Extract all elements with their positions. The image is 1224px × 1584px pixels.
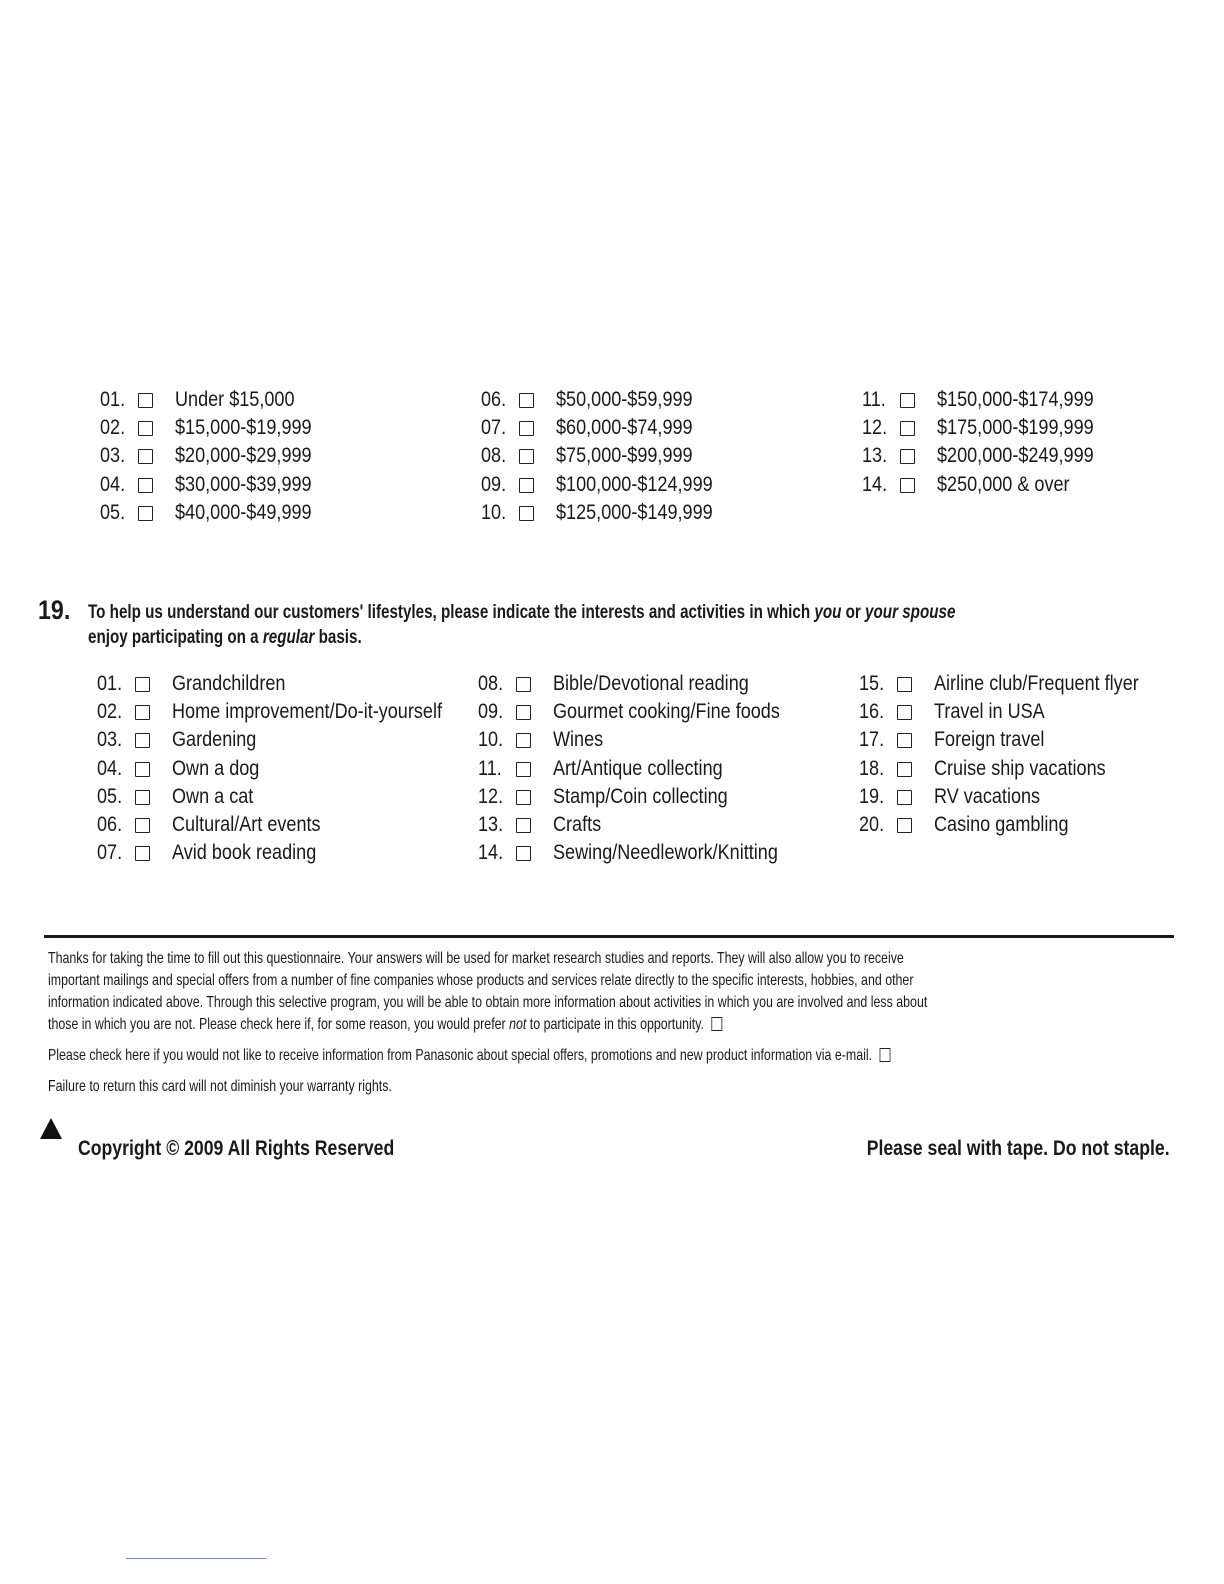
checkbox[interactable] bbox=[135, 790, 150, 805]
thanks-paragraph: Thanks for taking the time to fill out this questionnaire. Your answers will be used for market research studies and reports. They will also allow you to receive important mailings and special offers from a number of fine companies whose products and services relate directly to the specific interests, hobbies, and other information indicated above. Through this selective program, you will be able to obtain more information about activities in which you are involved and less about those in which you are not. Please check here if, for some reason, you would prefer not to participate in this opportunity. bbox=[48, 950, 928, 1033]
item-number: 08. bbox=[478, 672, 504, 695]
item-number: 06. bbox=[97, 812, 123, 836]
item-number: 12. bbox=[862, 416, 888, 440]
item-label: Avid book reading bbox=[172, 841, 317, 865]
item-number: 11. bbox=[862, 388, 886, 411]
item-label: Home improvement/Do-it-yourself bbox=[172, 700, 442, 724]
checkbox[interactable] bbox=[519, 506, 534, 521]
item-label: $60,000-$74,999 bbox=[556, 416, 693, 440]
checkbox[interactable] bbox=[138, 393, 153, 408]
checkbox[interactable] bbox=[519, 393, 534, 408]
item-label: $50,000-$59,999 bbox=[556, 388, 693, 411]
question-text: To help us understand our customers' lifestyles, please indicate the interests and activities in which you or your spouse enjoy participating on a regular basis. bbox=[88, 602, 956, 648]
item-label: $125,000-$149,999 bbox=[556, 500, 713, 524]
item-number: 02. bbox=[100, 416, 126, 440]
checkbox[interactable] bbox=[519, 449, 534, 464]
checkbox[interactable] bbox=[135, 818, 150, 833]
item-label: $40,000-$49,999 bbox=[175, 500, 312, 524]
checkbox[interactable] bbox=[900, 449, 915, 464]
item-label: Own a cat bbox=[172, 784, 254, 808]
item-number: 13. bbox=[478, 812, 504, 836]
item-number: 08. bbox=[481, 444, 507, 468]
item-label: $30,000-$39,999 bbox=[175, 472, 312, 496]
copyright-text: Copyright © 2009 All Rights Reserved bbox=[78, 1137, 395, 1160]
checkbox[interactable] bbox=[900, 478, 915, 493]
item-label: Travel in USA bbox=[934, 700, 1045, 724]
checkbox[interactable] bbox=[135, 762, 150, 777]
item-number: 01. bbox=[97, 672, 123, 695]
item-label: Stamp/Coin collecting bbox=[553, 784, 728, 808]
item-number: 11. bbox=[478, 756, 502, 780]
item-label: RV vacations bbox=[934, 784, 1041, 808]
item-number: 05. bbox=[100, 500, 126, 524]
item-label: Airline club/Frequent flyer bbox=[934, 672, 1139, 695]
item-number: 01. bbox=[100, 388, 126, 411]
checkbox[interactable] bbox=[900, 421, 915, 436]
item-number: 14. bbox=[862, 472, 888, 496]
triangle-icon bbox=[40, 1118, 62, 1139]
checkbox[interactable] bbox=[897, 677, 912, 692]
item-label: Grandchildren bbox=[172, 672, 286, 695]
item-number: 14. bbox=[478, 841, 504, 865]
item-number: 05. bbox=[97, 784, 123, 808]
item-label: Sewing/Needlework/Knitting bbox=[553, 841, 778, 865]
checkbox[interactable] bbox=[897, 818, 912, 833]
item-label: $175,000-$199,999 bbox=[937, 416, 1094, 440]
email-paragraph: Please check here if you would not like to receive information from Panasonic about special offers, promotions and new product information via e-mail. bbox=[48, 1045, 1170, 1067]
checkbox[interactable] bbox=[135, 846, 150, 861]
item-label: Casino gambling bbox=[934, 812, 1069, 836]
item-label: Gardening bbox=[172, 728, 257, 752]
item-number: 03. bbox=[97, 728, 123, 752]
item-number: 09. bbox=[478, 700, 504, 724]
item-label: Foreign travel bbox=[934, 728, 1045, 752]
interests-section bbox=[0, 670, 1224, 870]
item-label: $20,000-$29,999 bbox=[175, 444, 312, 468]
checkbox[interactable] bbox=[897, 790, 912, 805]
item-label: $75,000-$99,999 bbox=[556, 444, 693, 468]
warranty-paragraph: Failure to return this card will not diminish your warranty rights. bbox=[48, 1078, 392, 1095]
item-label: Own a dog bbox=[172, 756, 260, 780]
checkbox[interactable] bbox=[135, 705, 150, 720]
item-label: Cultural/Art events bbox=[172, 812, 321, 836]
checkbox[interactable] bbox=[138, 506, 153, 521]
opt-out-checkbox[interactable] bbox=[712, 1017, 723, 1031]
item-label: Wines bbox=[553, 728, 604, 752]
checkbox[interactable] bbox=[516, 733, 531, 748]
question-number: 19. bbox=[38, 595, 71, 625]
item-number: 20. bbox=[859, 812, 885, 836]
seal-instruction: Please seal with tape. Do not staple. bbox=[867, 1137, 1170, 1160]
item-label: Cruise ship vacations bbox=[934, 756, 1106, 780]
item-number: 19. bbox=[859, 784, 885, 808]
bottom-rule bbox=[126, 1558, 267, 1559]
item-number: 18. bbox=[859, 756, 885, 780]
item-label: $150,000-$174,999 bbox=[937, 388, 1094, 411]
item-number: 10. bbox=[481, 500, 507, 524]
item-number: 04. bbox=[100, 472, 126, 496]
checkbox[interactable] bbox=[135, 677, 150, 692]
item-label: Gourmet cooking/Fine foods bbox=[553, 700, 780, 724]
item-number: 03. bbox=[100, 444, 126, 468]
checkbox[interactable] bbox=[897, 705, 912, 720]
item-number: 12. bbox=[478, 784, 504, 808]
item-number: 17. bbox=[859, 728, 885, 752]
item-label: Crafts bbox=[553, 812, 602, 836]
item-label: Under $15,000 bbox=[175, 388, 295, 411]
item-number: 07. bbox=[97, 841, 123, 865]
checkbox[interactable] bbox=[516, 790, 531, 805]
income-section bbox=[0, 386, 1224, 536]
checkbox[interactable] bbox=[519, 478, 534, 493]
checkbox[interactable] bbox=[138, 449, 153, 464]
email-opt-out-checkbox[interactable] bbox=[880, 1048, 891, 1062]
item-number: 15. bbox=[859, 672, 885, 695]
item-number: 06. bbox=[481, 388, 507, 411]
checkbox[interactable] bbox=[900, 393, 915, 408]
item-number: 09. bbox=[481, 472, 507, 496]
item-label: $250,000 & over bbox=[937, 472, 1070, 496]
item-number: 10. bbox=[478, 728, 504, 752]
checkbox[interactable] bbox=[135, 733, 150, 748]
item-number: 13. bbox=[862, 444, 888, 468]
checkbox[interactable] bbox=[516, 705, 531, 720]
item-number: 02. bbox=[97, 700, 123, 724]
checkbox[interactable] bbox=[138, 421, 153, 436]
checkbox[interactable] bbox=[516, 818, 531, 833]
checkbox[interactable] bbox=[897, 762, 912, 777]
item-label: $100,000-$124,999 bbox=[556, 472, 713, 496]
checkbox[interactable] bbox=[516, 846, 531, 861]
divider bbox=[44, 935, 1174, 938]
item-label: $15,000-$19,999 bbox=[175, 416, 312, 440]
checkbox[interactable] bbox=[516, 762, 531, 777]
item-label: Bible/Devotional reading bbox=[553, 672, 749, 695]
item-label: $200,000-$249,999 bbox=[937, 444, 1094, 468]
item-number: 07. bbox=[481, 416, 507, 440]
item-number: 04. bbox=[97, 756, 123, 780]
item-number: 16. bbox=[859, 700, 885, 724]
checkbox[interactable] bbox=[138, 478, 153, 493]
checkbox[interactable] bbox=[516, 677, 531, 692]
item-label: Art/Antique collecting bbox=[553, 756, 723, 780]
checkbox[interactable] bbox=[897, 733, 912, 748]
checkbox[interactable] bbox=[519, 421, 534, 436]
